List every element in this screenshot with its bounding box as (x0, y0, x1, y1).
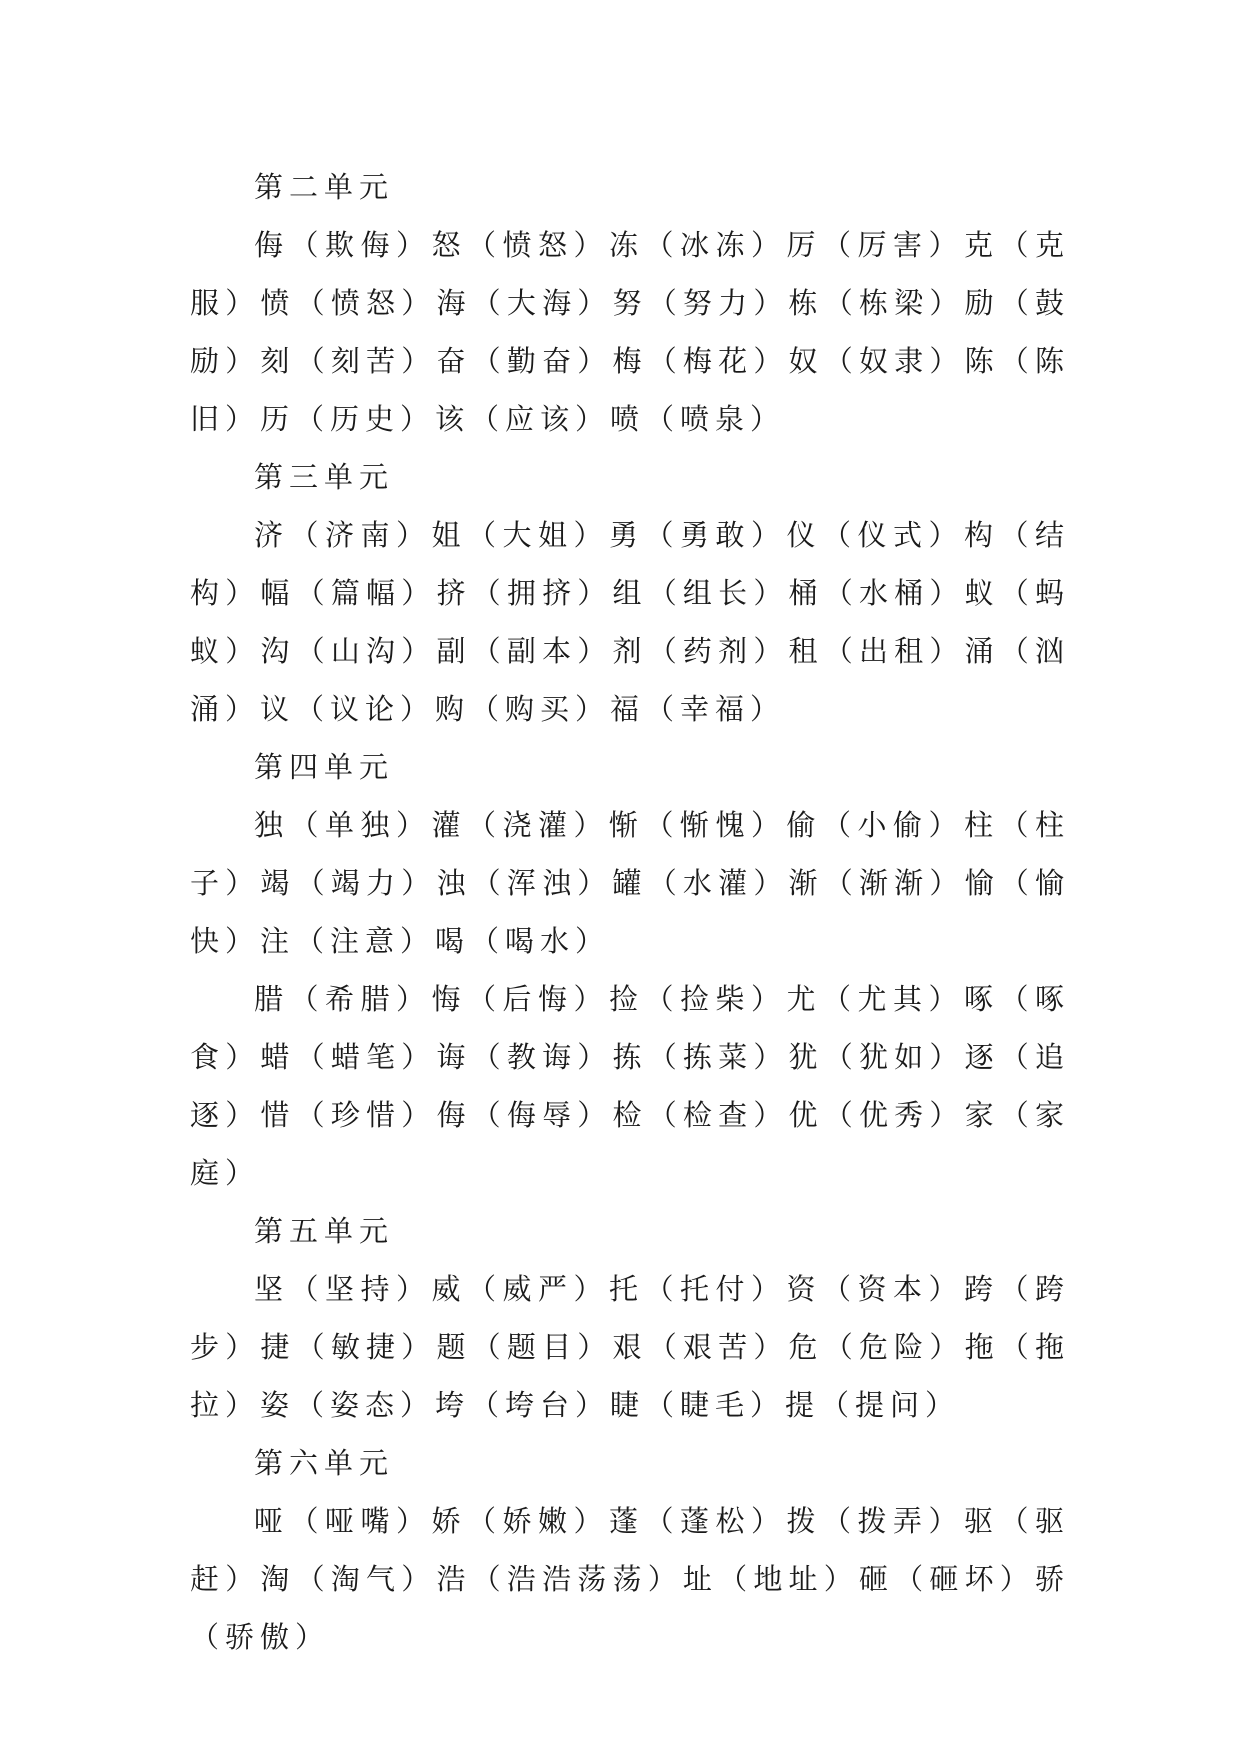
word-list-paragraph: 侮（欺侮）怒（愤怒）冻（冰冻）厉（厉害）克（克服）愤（愤怒）海（大海）努（努力）栋（栋梁）励（鼓励）刻（刻苦）奋（勤奋）梅（梅花）奴（奴隶）陈（陈旧）历（历史）该（应该）喷（喷泉） (190, 228, 1070, 436)
word-list-paragraph: 济（济南）姐（大姐）勇（勇敢）仪（仪式）构（结构）幅（篇幅）挤（拥挤）组（组长）桶（水桶）蚁（蚂蚁）沟（山沟）副（副本）剂（药剂）租（出租）涌（汹涌）议（议论）购（购买）福（幸福） (190, 518, 1070, 726)
section-heading-unit-3: 第三单元 (254, 460, 395, 494)
section-heading-unit-5: 第五单元 (254, 1214, 395, 1248)
word-list-paragraph: 哑（哑嘴）娇（娇嫩）蓬（蓬松）拨（拨弄）驱（驱赶）淘（淘气）浩（浩浩荡荡）址（地址）砸（砸坏）骄（骄傲） (190, 1504, 1070, 1654)
section-heading-unit-2: 第二单元 (254, 170, 395, 204)
word-list-paragraph: 坚（坚持）威（威严）托（托付）资（资本）跨（跨步）捷（敏捷）题（题目）艰（艰苦）危（危险）拖（拖拉）姿（姿态）垮（垮台）睫（睫毛）提（提问） (190, 1272, 1070, 1422)
word-list-paragraph: 腊（希腊）悔（后悔）捡（捡柴）尤（尤其）啄（啄食）蜡（蜡笔）诲（教诲）拣（拣菜）犹（犹如）逐（追逐）惜（珍惜）侮（侮辱）检（检查）优（优秀）家（家庭） (190, 982, 1070, 1190)
word-list-paragraph: 独（单独）灌（浇灌）惭（惭愧）偷（小偷）柱（柱子）竭（竭力）浊（浑浊）罐（水灌）渐（渐渐）愉（愉快）注（注意）喝（喝水） (190, 808, 1070, 958)
document-body (190, 158, 1070, 1666)
section-heading-unit-6: 第六单元 (254, 1446, 395, 1480)
section-heading-unit-4: 第四单元 (254, 750, 395, 784)
